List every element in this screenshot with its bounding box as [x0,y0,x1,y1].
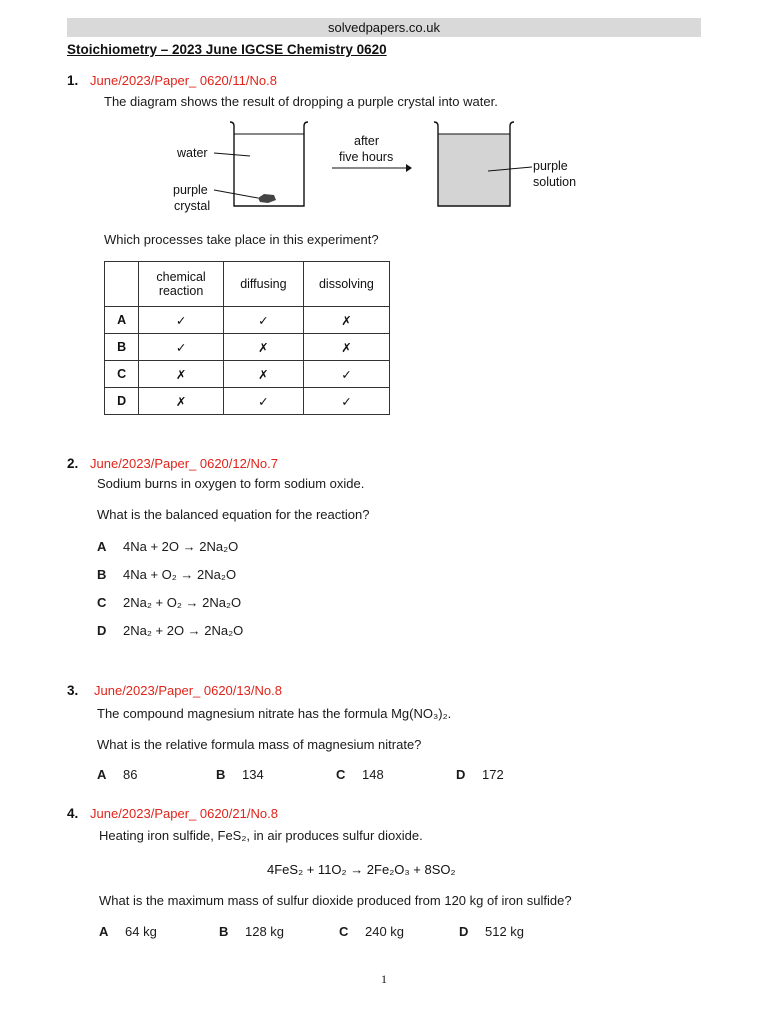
q1-text: The diagram shows the result of dropping a purple crystal into water. [104,94,498,109]
row-label: A [105,307,139,334]
q2-option-a [97,539,238,554]
table-cell: ✗ [139,361,224,388]
q2-text: Sodium burns in oxygen to form sodium oxide. [97,476,365,491]
option-label: C [97,595,107,610]
label-water: water [177,146,208,160]
row-label: B [105,334,139,361]
processes-table [104,261,390,415]
option-text: 86 [123,767,138,782]
option-text: 128 kg [245,924,285,939]
option-text: 64 kg [125,924,157,939]
table-row [105,307,390,334]
option-label: C [336,767,346,782]
document-title: Stoichiometry – 2023 June IGCSE Chemistry 0620 [67,42,387,57]
option-label: B [216,767,226,782]
site-header: solvedpapers.co.uk [67,18,701,37]
q1-number: 1. [67,73,79,88]
q3-option-b [216,767,264,782]
table-header-chemical-reaction [139,262,224,307]
q4-number: 4. [67,806,79,821]
header-text: chemical reaction [156,270,206,298]
option-text: 4Na + O₂ → 2Na₂O [123,567,237,582]
purple-crystal [258,194,276,203]
q3-option-a [97,767,137,782]
table-cell: ✗ [303,307,389,334]
table-row [105,388,390,415]
table-cell: ✗ [223,334,303,361]
option-text: 134 [242,767,264,782]
row-label: C [105,361,139,388]
option-text: 240 kg [365,924,405,939]
q4-question: What is the maximum mass of sulfur dioxide produced from 120 kg of iron sulfide? [99,893,572,908]
water-pointer [214,153,250,156]
q3-text: The compound magnesium nitrate has the formula Mg(NO₃)₂. [97,706,452,721]
table-header-blank [105,262,139,307]
option-label: D [459,924,469,939]
crystal-pointer [214,190,258,198]
q3-question: What is the relative formula mass of magnesium nitrate? [97,737,422,752]
option-text: 2Na₂ + O₂ → 2Na₂O [123,595,242,610]
q2-option-d [97,623,243,638]
q2-option-b [97,567,236,582]
option-label: A [99,924,109,939]
table-cell: ✗ [223,361,303,388]
q4-option-a [99,924,157,939]
option-label: C [339,924,349,939]
q3-option-c [336,767,384,782]
label-crystal: crystal [174,199,211,213]
q2-number: 2. [67,456,79,471]
q4-reference: June/2023/Paper_ 0620/21/No.8 [90,806,278,821]
row-label: D [105,388,139,415]
option-text: 4Na + 2O → 2Na₂O [123,539,239,554]
table-row [105,334,390,361]
q2-question: What is the balanced equation for the reaction? [97,507,370,522]
q1-reference: June/2023/Paper_ 0620/11/No.8 [90,73,277,88]
option-label: B [219,924,229,939]
table-cell: ✓ [223,388,303,415]
q3-option-d [456,767,504,782]
option-label: D [456,767,466,782]
q4-text: Heating iron sulfide, FeS₂, in air produces sulfur dioxide. [99,828,423,843]
option-label: A [97,767,107,782]
label-solution-purple: purple [533,159,568,173]
q3-reference: June/2023/Paper_ 0620/13/No.8 [94,683,282,698]
table-cell: ✓ [303,361,389,388]
option-label: D [97,623,107,638]
q4-option-b [219,924,284,939]
table-header-diffusing: diffusing [223,262,303,307]
beaker-left [230,122,308,206]
label-purple: purple [173,183,208,197]
q2-option-c [97,595,241,610]
option-text: 148 [362,767,384,782]
q4-option-c [339,924,404,939]
table-header-row [105,262,390,307]
q1-question: Which processes take place in this experiment? [104,232,379,247]
arrow-head [406,164,412,172]
option-text: 172 [482,767,504,782]
table-cell: ✓ [139,307,224,334]
q4-option-d [459,924,524,939]
option-label: A [97,539,107,554]
table-cell: ✓ [303,388,389,415]
option-text: 2Na₂ + 2O → 2Na₂O [123,623,244,638]
q3-number: 3. [67,683,79,698]
table-cell: ✓ [139,334,224,361]
option-text: 512 kg [485,924,525,939]
q4-equation: 4FeS₂ + 11O₂ → 2Fe₂O₃ + 8SO₂ [267,862,456,877]
table-cell: ✗ [303,334,389,361]
option-label: B [97,567,107,582]
label-five-hours: five hours [339,150,394,164]
q2-reference: June/2023/Paper_ 0620/12/No.7 [90,456,278,471]
table-cell: ✓ [223,307,303,334]
page-number: 1 [381,972,387,986]
label-solution: solution [533,175,577,189]
table-row [105,361,390,388]
table-cell: ✗ [139,388,224,415]
label-after: after [354,134,380,148]
table-header-dissolving: dissolving [303,262,389,307]
